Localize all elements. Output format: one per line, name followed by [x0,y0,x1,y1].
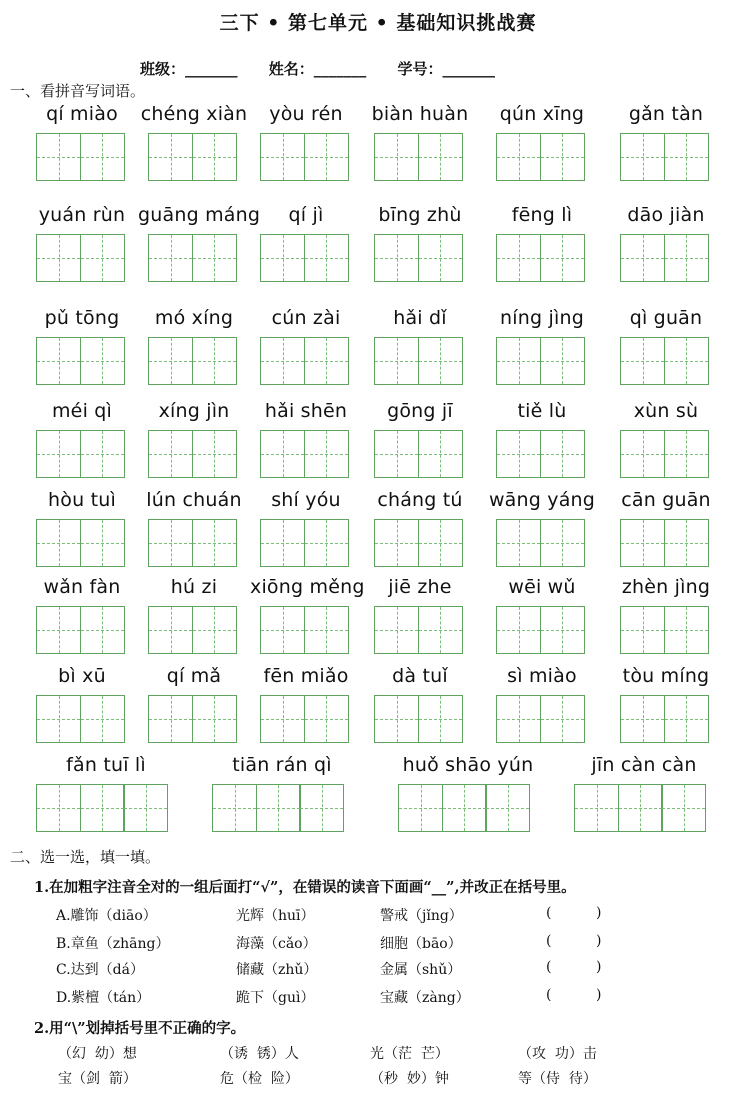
pinyin-word: tòu míng [622,665,710,687]
writing-grid[interactable] [620,519,707,567]
grid-cell[interactable] [260,606,305,654]
writing-grid[interactable] [620,234,707,282]
grid-cell[interactable] [574,784,619,832]
grid-cell[interactable] [260,234,305,282]
grid-cell[interactable] [192,133,237,181]
grid-cell[interactable] [620,337,665,385]
grid-cell[interactable] [148,234,193,282]
writing-grid[interactable] [260,430,347,478]
pinyin-word: xiōng měng [250,576,365,598]
grid-cell[interactable] [620,519,665,567]
option-word: C.达到（dá） [56,962,144,978]
pinyin-word: wǎn fàn [43,576,121,598]
writing-grid[interactable] [496,337,583,385]
grid-cell[interactable] [485,784,530,832]
pinyin-word: qún xīng [499,103,585,125]
option-word: D.紫檀（tán） [56,990,151,1006]
grid-cell[interactable] [374,606,419,654]
grid-cell[interactable] [148,519,193,567]
grid-cell[interactable] [80,519,125,567]
writing-grid[interactable] [374,519,461,567]
grid-cell[interactable] [496,337,541,385]
writing-grid[interactable] [148,337,235,385]
grid-cell[interactable] [80,784,125,832]
grid-cell[interactable] [192,695,237,743]
pinyin-word: wēi wǔ [508,576,576,598]
pinyin-word: sì miào [507,665,577,687]
grid-cell[interactable] [260,133,305,181]
pinyin-word: qì guān [629,307,703,329]
option-word: 跪下（guì） [236,990,315,1006]
pinyin-word: qí miào [46,103,118,125]
option-word: 储藏（zhǔ） [236,962,318,978]
pinyin-word: fēng lì [511,204,573,226]
writing-grid[interactable] [36,519,123,567]
pinyin-word: qí mǎ [166,665,222,687]
pinyin-word: guāng máng [138,204,261,226]
grid-cell[interactable] [36,337,81,385]
grid-cell[interactable] [80,234,125,282]
grid-cell[interactable] [496,519,541,567]
pinyin-word: xíng jìn [158,400,230,422]
grid-cell[interactable] [123,784,168,832]
option-word: 海藻（cǎo） [236,936,317,952]
pinyin-word: bì xū [58,665,106,687]
writing-grid[interactable] [496,519,583,567]
grid-cell[interactable] [36,695,81,743]
pinyin-word: tiě lù [517,400,567,422]
writing-grid[interactable] [212,784,343,832]
pinyin-word: wāng yáng [488,489,596,511]
grid-cell[interactable] [664,430,709,478]
choice-word[interactable]: （秒 妙）钟 [370,1071,449,1087]
grid-cell[interactable] [304,519,349,567]
grid-cell[interactable] [80,337,125,385]
grid-cell[interactable] [304,695,349,743]
writing-grid[interactable] [260,519,347,567]
writing-grid[interactable] [148,695,235,743]
writing-grid[interactable] [574,784,705,832]
writing-grid[interactable] [374,234,461,282]
pinyin-word: huǒ shāo yún [402,754,534,776]
pinyin-word: shí yóu [271,489,341,511]
writing-grid[interactable] [374,337,461,385]
choice-word[interactable]: （攻 功）击 [518,1046,597,1062]
option-word: A.雕饰（diāo） [56,908,157,924]
writing-grid[interactable] [496,695,583,743]
grid-cell[interactable] [256,784,301,832]
pinyin-word: biàn huàn [371,103,469,125]
grid-cell[interactable] [540,606,585,654]
grid-cell[interactable] [418,606,463,654]
grid-cell[interactable] [374,234,419,282]
grid-cell[interactable] [620,606,665,654]
pinyin-word: dāo jiàn [627,204,705,226]
grid-cell[interactable] [620,234,665,282]
grid-cell[interactable] [496,695,541,743]
grid-cell[interactable] [260,337,305,385]
grid-cell[interactable] [418,337,463,385]
writing-grid[interactable] [260,695,347,743]
writing-grid[interactable] [496,133,583,181]
grid-cell[interactable] [661,784,706,832]
pinyin-word: yuán rùn [38,204,126,226]
writing-grid[interactable] [620,337,707,385]
writing-grid[interactable] [260,337,347,385]
option-word: 金属（shǔ） [380,962,462,978]
grid-cell[interactable] [304,133,349,181]
grid-cell[interactable] [496,606,541,654]
grid-cell[interactable] [304,337,349,385]
grid-cell[interactable] [36,519,81,567]
grid-cell[interactable] [148,606,193,654]
choice-word[interactable]: 等（侍 待） [518,1071,597,1087]
pinyin-word: hǎi dǐ [393,307,447,329]
grid-cell[interactable] [442,784,487,832]
answer-blank[interactable]: ( ) [546,987,602,1003]
pinyin-word: gōng jī [387,400,453,422]
grid-cell[interactable] [496,430,541,478]
choice-word[interactable]: 危（检 险） [220,1071,299,1087]
grid-cell[interactable] [260,519,305,567]
grid-cell[interactable] [192,519,237,567]
pinyin-word: gǎn tàn [628,103,704,125]
grid-cell[interactable] [664,695,709,743]
answer-blank[interactable]: ( ) [546,933,602,949]
pinyin-word: xùn sù [633,400,699,422]
writing-grid[interactable] [496,606,583,654]
writing-grid[interactable] [148,133,235,181]
writing-grid[interactable] [148,430,235,478]
writing-grid[interactable] [374,606,461,654]
grid-cell[interactable] [620,695,665,743]
writing-grid[interactable] [374,695,461,743]
grid-cell[interactable] [664,606,709,654]
grid-cell[interactable] [192,234,237,282]
option-word: 宝藏（zàng） [380,990,470,1006]
pinyin-word: dà tuǐ [392,665,448,687]
grid-cell[interactable] [36,606,81,654]
pinyin-word: hú zi [170,576,218,598]
writing-grid[interactable] [36,695,123,743]
writing-grid[interactable] [148,234,235,282]
writing-grid[interactable] [496,430,583,478]
grid-cell[interactable] [80,430,125,478]
grid-cell[interactable] [36,133,81,181]
writing-grid[interactable] [36,606,123,654]
grid-cell[interactable] [80,695,125,743]
choice-word[interactable]: （诱 锈）人 [220,1046,299,1062]
grid-cell[interactable] [540,234,585,282]
grid-cell[interactable] [148,133,193,181]
grid-cell[interactable] [304,606,349,654]
choice-word[interactable]: （幻 幼）想 [58,1046,137,1062]
pinyin-word: níng jìng [500,307,584,329]
pinyin-word: cháng tú [377,489,463,511]
grid-cell[interactable] [148,430,193,478]
writing-grid[interactable] [36,784,167,832]
writing-grid[interactable] [398,784,529,832]
page-title: 三下 • 第七单元 • 基础知识挑战赛 [219,12,537,34]
grid-cell[interactable] [374,133,419,181]
grid-cell[interactable] [192,430,237,478]
class-label: 班级：_______ [140,60,238,78]
pinyin-word: lún chuán [146,489,242,511]
grid-cell[interactable] [664,133,709,181]
grid-cell[interactable] [418,234,463,282]
option-word: 光辉（huī） [236,908,315,924]
grid-cell[interactable] [540,430,585,478]
grid-cell[interactable] [299,784,344,832]
grid-cell[interactable] [664,234,709,282]
pinyin-word: fǎn tuī lì [66,754,146,776]
grid-cell[interactable] [664,337,709,385]
grid-cell[interactable] [148,695,193,743]
grid-cell[interactable] [418,133,463,181]
answer-blank[interactable]: ( ) [546,905,602,921]
number-label: 学号：_______ [397,60,496,78]
pinyin-word: pǔ tōng [44,307,120,329]
pinyin-word: tiān rán qì [232,754,332,776]
writing-grid[interactable] [260,234,347,282]
grid-cell[interactable] [80,606,125,654]
pinyin-word: méi qì [51,400,113,422]
grid-cell[interactable] [374,337,419,385]
writing-grid[interactable] [148,519,235,567]
pinyin-word: cān guān [621,489,711,511]
grid-cell[interactable] [304,430,349,478]
pinyin-word: mó xíng [154,307,234,329]
choice-word[interactable]: 宝（剑 箭） [58,1071,137,1087]
pinyin-word: chéng xiàn [140,103,248,125]
writing-grid[interactable] [36,234,123,282]
answer-blank[interactable]: ( ) [546,959,602,975]
name-label: 姓名：_______ [268,60,367,78]
grid-cell[interactable] [192,606,237,654]
grid-cell[interactable] [540,695,585,743]
option-word: B.章鱼（zhāng） [56,936,170,952]
writing-grid[interactable] [374,133,461,181]
grid-cell[interactable] [540,519,585,567]
pinyin-word: hòu tuì [48,489,116,511]
grid-cell[interactable] [418,519,463,567]
grid-cell[interactable] [304,234,349,282]
pinyin-word: qí jì [288,204,324,226]
pinyin-word: yòu rén [269,103,343,125]
option-word: 警戒（jǐng） [380,908,463,924]
grid-cell[interactable] [260,430,305,478]
choice-word[interactable]: 光（茫 芒） [370,1046,449,1062]
grid-cell[interactable] [540,133,585,181]
grid-cell[interactable] [398,784,443,832]
question-2: 2.用“\”划掉括号里不正确的字。 [34,1020,246,1037]
grid-cell[interactable] [36,784,81,832]
option-word: 细胞（bāo） [380,936,462,952]
student-info [140,58,660,79]
writing-grid[interactable] [36,430,123,478]
grid-cell[interactable] [664,519,709,567]
grid-cell[interactable] [418,430,463,478]
question-1: 1.在加粗字注音全对的一组后面打“√”，在错误的读音下面画“__”,并改正在括号里。 [34,879,576,896]
grid-cell[interactable] [374,695,419,743]
writing-grid[interactable] [260,606,347,654]
grid-cell[interactable] [192,337,237,385]
writing-grid[interactable] [374,430,461,478]
pinyin-word: fēn miǎo [263,665,349,687]
grid-cell[interactable] [80,133,125,181]
writing-grid[interactable] [36,337,123,385]
grid-cell[interactable] [418,695,463,743]
writing-grid[interactable] [36,133,123,181]
grid-cell[interactable] [36,234,81,282]
grid-cell[interactable] [540,337,585,385]
writing-grid[interactable] [620,133,707,181]
grid-cell[interactable] [620,430,665,478]
grid-cell[interactable] [374,519,419,567]
section1-heading: 一、看拼音写词语。 [10,82,146,100]
grid-cell[interactable] [212,784,257,832]
writing-grid[interactable] [620,606,707,654]
grid-cell[interactable] [496,133,541,181]
grid-cell[interactable] [148,337,193,385]
writing-grid[interactable] [620,430,707,478]
pinyin-word: hǎi shēn [264,400,348,422]
writing-grid[interactable] [148,606,235,654]
grid-cell[interactable] [374,430,419,478]
section2-heading: 二、选一选，填一填。 [10,848,161,866]
pinyin-word: bīng zhù [378,204,462,226]
pinyin-word: zhèn jìng [621,576,711,598]
writing-grid[interactable] [496,234,583,282]
writing-grid[interactable] [260,133,347,181]
grid-cell[interactable] [618,784,663,832]
pinyin-word: jiē zhe [388,576,452,598]
grid-cell[interactable] [496,234,541,282]
grid-cell[interactable] [260,695,305,743]
grid-cell[interactable] [620,133,665,181]
writing-grid[interactable] [620,695,707,743]
grid-cell[interactable] [36,430,81,478]
pinyin-word: cún zài [271,307,341,329]
pinyin-word: jīn càn càn [591,754,697,776]
